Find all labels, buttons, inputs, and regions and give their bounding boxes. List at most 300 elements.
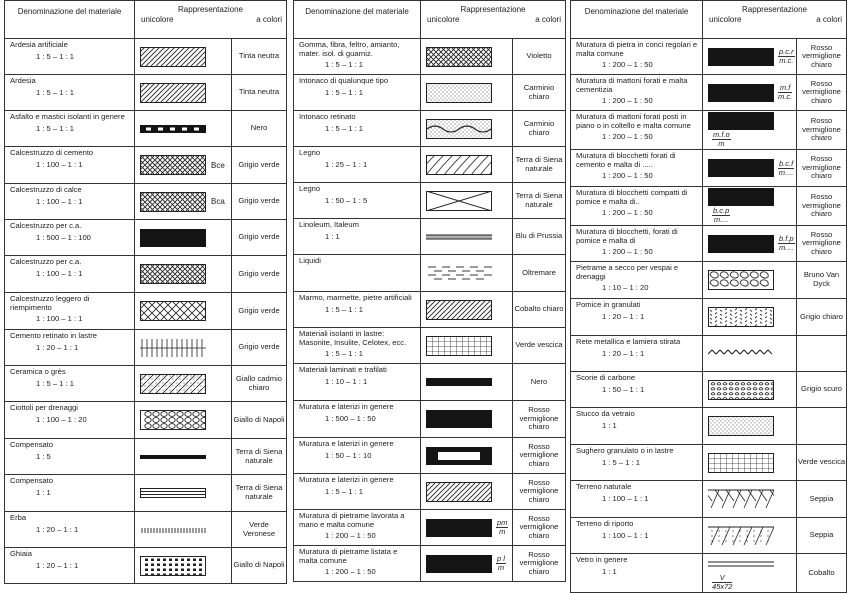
- symbol-numerator: p l: [497, 554, 505, 563]
- table-row: [294, 328, 566, 364]
- material-name: Calcestruzzo leggero di riempimento: [10, 294, 90, 312]
- material-scale: 1 : 5: [36, 451, 51, 461]
- liquid-pattern-swatch: [426, 263, 492, 283]
- material-name: Calcestruzzo per c.a.: [10, 221, 82, 230]
- material-scale: 1 : 20 – 1 : 1: [36, 342, 79, 352]
- table-header: [294, 1, 566, 39]
- material-scale: 1 : 200 – 1 : 50: [602, 96, 653, 106]
- grass-pattern-swatch: [140, 520, 206, 540]
- table-row: [5, 366, 287, 402]
- material-cell: [5, 293, 135, 330]
- vlines-pattern-swatch: [140, 338, 206, 358]
- symbol-numerator: pm: [497, 518, 508, 527]
- single-color-representation: [135, 184, 232, 220]
- material-cell: [5, 220, 135, 256]
- table-row: [571, 372, 847, 408]
- material-symbol: [496, 555, 506, 572]
- symbol-denominator: m.c.: [778, 92, 793, 101]
- material-cell: [294, 401, 421, 438]
- material-name: Erba: [10, 513, 27, 522]
- table-row: [294, 438, 566, 474]
- material-table-2: [293, 0, 566, 582]
- material-name: Ardesia artificiale: [10, 40, 68, 49]
- fill-pattern-swatch: [708, 526, 774, 546]
- material-scale: 1 : 20 – 1 : 1: [36, 560, 79, 570]
- symbol-numerator: p.c.r: [779, 47, 794, 56]
- color-name: Grigio verde: [232, 256, 287, 293]
- material-scale: 1 : 5 – 1 : 1: [36, 378, 74, 388]
- material-scale: 1 : 50 – 1 : 5: [325, 195, 368, 205]
- material-name: Ceramica o grès: [10, 367, 66, 376]
- material-name: Ghiaia: [10, 549, 32, 558]
- crosswide-pattern-swatch: [140, 301, 206, 321]
- table-row: [571, 262, 847, 299]
- material-scale: 1 : 5 – 1 : 1: [325, 304, 363, 314]
- single-color-representation: [135, 75, 232, 111]
- material-scale: 1 : 1: [602, 566, 617, 576]
- single-color-representation: [135, 512, 232, 548]
- material-cell: [571, 445, 703, 481]
- material-cell: [571, 226, 703, 262]
- material-scale: 1 : 50 – 1 : 10: [325, 450, 372, 460]
- single-color-representation: [135, 475, 232, 512]
- table-row: [294, 510, 566, 546]
- material-symbol: [778, 84, 792, 101]
- single-color-representation: [703, 408, 797, 445]
- solid-pattern-swatch: [708, 47, 774, 67]
- material-name: Ciottoli per drenaggi: [10, 403, 78, 412]
- table-row: [294, 474, 566, 510]
- material-scale: 1 : 500 – 1 : 50: [325, 413, 376, 423]
- single-color-representation: [135, 111, 232, 147]
- single-color-representation: [421, 292, 513, 328]
- material-name: Legno: [299, 148, 321, 157]
- header-colored: a colori: [535, 15, 561, 24]
- material-cell: [5, 330, 135, 366]
- material-cell: [5, 475, 135, 512]
- material-name: Sughero granulato o in lastre: [576, 446, 674, 455]
- table-body: [5, 39, 287, 584]
- color-name: Rosso vermiglione chiaro: [513, 510, 566, 546]
- header-material: Denominazione del materiale: [5, 1, 135, 39]
- single-color-representation: [421, 474, 513, 510]
- solid-pattern-swatch: [708, 187, 774, 207]
- table-row: [294, 292, 566, 328]
- single-color-representation: [135, 366, 232, 402]
- material-scale: 1 : 5 – 1 : 1: [325, 123, 363, 133]
- color-name: Carminio chiaro: [513, 75, 566, 111]
- solid-pattern-swatch: [708, 83, 774, 103]
- table-row: [294, 39, 566, 75]
- material-table-3: [570, 0, 847, 593]
- material-scale: 1 : 200 – 1 : 50: [325, 567, 376, 577]
- material-cell: [571, 554, 703, 593]
- single-color-representation: [703, 187, 797, 226]
- material-cell: [571, 518, 703, 554]
- color-name: Carminio chiaro: [513, 111, 566, 147]
- material-cell: [294, 474, 421, 510]
- material-scale: 1 : 200 – 1 : 50: [602, 60, 653, 70]
- single-color-representation: [135, 293, 232, 330]
- header-material: Denominazione del materiale: [571, 1, 703, 39]
- material-name: Terreno di riporto: [576, 519, 634, 528]
- color-name: Cobalto chiaro: [513, 292, 566, 328]
- color-name: Rosso vermiglione chiaro: [797, 75, 847, 111]
- color-name: Terra di Siena naturale: [232, 475, 287, 512]
- soil-pattern-swatch: [708, 489, 774, 509]
- symbol-denominator: m....: [713, 215, 729, 225]
- material-cell: [5, 439, 135, 475]
- material-name: Compensato: [10, 440, 54, 449]
- material-cell: [571, 75, 703, 111]
- color-name: Grigio chiaro: [797, 299, 847, 336]
- single-color-representation: [703, 262, 797, 299]
- material-name: Muratura e laterizi in genere: [299, 439, 394, 448]
- material-scale: 1 : 5 – 1 : 1: [36, 123, 74, 133]
- color-name: Grigio verde: [232, 220, 287, 256]
- material-cell: [571, 372, 703, 408]
- single-color-representation: [703, 554, 797, 593]
- material-name: Ardesia: [10, 76, 36, 85]
- single-color-representation: [135, 548, 232, 584]
- single-color-representation: [421, 328, 513, 364]
- material-cell: [294, 328, 421, 364]
- material-scale: 1 : 5 – 1 : 1: [325, 60, 363, 70]
- color-name: Giallo cadmio chiaro: [232, 366, 287, 402]
- material-name: Gomma, fibra, feltro, amianto, mater. isol. di guarniz.: [299, 40, 400, 58]
- symbol-denominator: m: [499, 527, 506, 536]
- table-row: [294, 75, 566, 111]
- material-name: Compensato: [10, 476, 54, 485]
- color-name: Rosso vermiglione chiaro: [797, 150, 847, 187]
- material-scale: 1 : 20 – 1 : 1: [602, 348, 645, 358]
- table-row: [571, 150, 847, 187]
- material-scale: 1 : 20 – 1 : 1: [602, 311, 645, 321]
- single-color-representation: [421, 39, 513, 75]
- wood-pattern-swatch: [426, 155, 492, 175]
- table-row: [571, 408, 847, 445]
- material-scale: 1 : 50 – 1 : 1: [602, 384, 645, 394]
- material-cell: [294, 147, 421, 183]
- table-row: [5, 293, 287, 330]
- symbol-numerator: m.f: [779, 83, 791, 92]
- solid-pattern-swatch: [708, 111, 774, 131]
- color-name: Verde vescica: [513, 328, 566, 364]
- material-name: Materiali isolanti in lastre: Masonite, Insulite, Celotex, ecc.: [299, 329, 407, 347]
- material-name: Cemento retinato in lastre: [10, 331, 97, 340]
- material-name: Muratura e laterizi in genere: [299, 402, 394, 411]
- material-symbol: [712, 207, 730, 224]
- pumice-pattern-swatch: [708, 307, 774, 327]
- symbol-numerator: b.f.p: [779, 234, 794, 243]
- header-representation-label: Rappresentazione: [178, 5, 243, 14]
- material-scale: 1 : 10 – 1 : 20: [602, 283, 649, 293]
- material-cell: [294, 546, 421, 582]
- material-cell: [294, 364, 421, 401]
- single-color-representation: [421, 147, 513, 183]
- color-name: Terra di Siena naturale: [513, 147, 566, 183]
- single-color-representation: [703, 111, 797, 150]
- material-name: Linoleum, Italeum: [299, 220, 359, 229]
- color-name: Tinta neutra: [232, 75, 287, 111]
- material-name: Pomice in granulati: [576, 300, 641, 309]
- material-scale: 1 : 100 – 1 : 1: [36, 196, 83, 206]
- material-scale: 1 : 5 – 1 : 1: [36, 87, 74, 97]
- header-material: Denominazione del materiale: [294, 1, 421, 39]
- solid-pattern-swatch: [426, 554, 492, 574]
- material-scale: 1 : 100 – 1 : 1: [36, 268, 83, 278]
- table-body: [571, 39, 847, 593]
- header-single-color: unicolore: [141, 15, 174, 24]
- color-name: Grigio verde: [232, 330, 287, 366]
- material-scale: 1 : 100 – 1 : 1: [602, 530, 649, 540]
- material-cell: [294, 75, 421, 111]
- material-cell: [294, 292, 421, 328]
- color-name: Tinta neutra: [232, 39, 287, 75]
- single-color-representation: [421, 75, 513, 111]
- single-color-representation: [703, 336, 797, 372]
- table-header: [5, 1, 287, 39]
- hatch-pattern-swatch: [426, 482, 492, 502]
- hatch-pattern-swatch: [140, 47, 206, 67]
- material-scale: 1 : 20 – 1 : 1: [36, 524, 79, 534]
- solid-pattern-swatch: [426, 518, 492, 538]
- header-representation: [703, 1, 847, 39]
- solid-pattern-swatch: [140, 228, 206, 248]
- material-cell: [5, 147, 135, 184]
- material-cell: [294, 219, 421, 255]
- single-color-representation: [135, 402, 232, 439]
- color-name: Bruno Van Dyck: [797, 262, 847, 299]
- single-color-representation: [703, 39, 797, 75]
- table-row: [571, 554, 847, 593]
- material-symbol: [778, 48, 795, 65]
- single-color-representation: [703, 481, 797, 518]
- material-symbol: [778, 235, 795, 252]
- grid-pattern-swatch: [708, 453, 774, 473]
- single-color-representation: [421, 364, 513, 401]
- single-color-representation: [135, 147, 232, 184]
- material-name: Vetro in genere: [576, 555, 628, 564]
- single-color-representation: [421, 219, 513, 255]
- symbol-numerator: m.f.o: [713, 130, 730, 140]
- hatchdot-pattern-swatch: [140, 374, 206, 394]
- material-scale: 1 : 200 – 1 : 50: [602, 132, 653, 142]
- color-name: Rosso vermiglione chiaro: [797, 39, 847, 75]
- table-row: [5, 330, 287, 366]
- table-row: [5, 512, 287, 548]
- color-name: Rosso vermiglione chiaro: [797, 111, 847, 150]
- material-cell: [5, 75, 135, 111]
- crosshatch-pattern-swatch: [426, 47, 492, 67]
- table-row: [5, 402, 287, 439]
- single-color-representation: [135, 220, 232, 256]
- material-scale: 1 : 1: [602, 420, 617, 430]
- material-name: Calcestruzzo di cemento: [10, 148, 94, 157]
- material-code: Bca: [211, 197, 225, 206]
- material-scale: 1 : 5 – 1 : 1: [602, 457, 640, 467]
- symbol-denominator: m: [718, 139, 725, 149]
- material-name: Muratura e laterizi in genere: [299, 475, 394, 484]
- header-representation: [421, 1, 566, 39]
- material-cell: [294, 438, 421, 474]
- material-name: Asfalto e mastici isolanti in genere: [10, 112, 125, 121]
- table-row: [294, 219, 566, 255]
- lino-pattern-swatch: [426, 227, 492, 247]
- material-name: Intonaco di qualunque tipo: [299, 76, 389, 85]
- material-scale: 1 : 100 – 1 : 1: [36, 314, 83, 324]
- symbol-numerator: b.c.f: [779, 158, 794, 168]
- material-cell: [5, 39, 135, 75]
- single-color-representation: [703, 518, 797, 554]
- plybar-pattern-swatch: [140, 483, 206, 503]
- solid-pattern-swatch: [708, 234, 774, 254]
- grid-pattern-swatch: [426, 336, 492, 356]
- color-name: Giallo di Napoli: [232, 548, 287, 584]
- color-name: Cobalto: [797, 554, 847, 593]
- single-color-representation: [421, 183, 513, 219]
- single-color-representation: [421, 438, 513, 474]
- thickbar-pattern-swatch: [426, 372, 492, 392]
- material-cell: [5, 111, 135, 147]
- color-name: Rosso vermiglione chiaro: [513, 474, 566, 510]
- material-name: Marmo, marmette, pietre artificiali: [299, 293, 412, 302]
- hollow-pattern-swatch: [426, 446, 492, 466]
- table-row: [5, 220, 287, 256]
- table-body: [294, 39, 566, 582]
- stones-pattern-swatch: [708, 270, 774, 290]
- material-cell: [294, 39, 421, 75]
- wavedots-pattern-swatch: [426, 119, 492, 139]
- crosshatch-pattern-swatch: [140, 264, 206, 284]
- material-cell: [571, 408, 703, 445]
- dots-pattern-swatch: [426, 83, 492, 103]
- color-name: Grigio verde: [232, 184, 287, 220]
- material-cell: [571, 39, 703, 75]
- xbox-pattern-swatch: [426, 191, 492, 211]
- symbol-numerator: b.c.p: [713, 206, 730, 216]
- single-color-representation: [703, 445, 797, 481]
- table-row: [294, 546, 566, 582]
- material-name: Muratura di blocchetti forati di cemento e malta di .....: [576, 151, 676, 169]
- symbol-denominator: m....: [778, 167, 794, 177]
- material-cell: [571, 299, 703, 336]
- table-row: [294, 111, 566, 147]
- material-scale: 1 : 200 – 1 : 50: [602, 171, 653, 181]
- material-name: Calcestruzzo di calce: [10, 185, 82, 194]
- crosshatch-pattern-swatch: [140, 155, 206, 175]
- material-symbol: [712, 574, 732, 591]
- material-name: Materiali laminati e trafilati: [299, 365, 387, 374]
- color-name: Seppia: [797, 518, 847, 554]
- single-color-representation: [703, 299, 797, 336]
- material-name: Rete metallica e lamiera stirata: [576, 337, 681, 346]
- material-scale: 1 : 100 – 1 : 1: [36, 159, 83, 169]
- material-cell: [571, 481, 703, 518]
- material-cell: [571, 336, 703, 372]
- color-name: Rosso vermiglione chiaro: [513, 546, 566, 582]
- header-representation-label: Rappresentazione: [742, 5, 807, 14]
- symbol-denominator: m....: [779, 243, 794, 252]
- table-row: [5, 256, 287, 293]
- material-cell: [5, 512, 135, 548]
- color-name: Violetto: [513, 39, 566, 75]
- material-name: Muratura di blocchetti compatti di pomice e malta di..: [576, 188, 688, 206]
- table-row: [5, 75, 287, 111]
- material-cell: [5, 184, 135, 220]
- table-row: [571, 75, 847, 111]
- hatch-pattern-swatch: [426, 300, 492, 320]
- single-color-representation: [703, 150, 797, 187]
- table-row: [571, 39, 847, 75]
- material-scale: 1 : 500 – 1 : 100: [36, 232, 91, 242]
- color-name: Rosso vermiglione chiaro: [513, 438, 566, 474]
- material-symbol: [712, 131, 731, 148]
- material-cell: [5, 402, 135, 439]
- material-cell: [571, 187, 703, 226]
- header-colored: a colori: [816, 15, 842, 24]
- material-scale: 1 : 100 – 1 : 1: [602, 493, 649, 503]
- table-row: [5, 439, 287, 475]
- slag-pattern-swatch: [708, 380, 774, 400]
- material-name: Legno: [299, 184, 321, 193]
- table-row: [5, 184, 287, 220]
- color-name: Rosso vermiglione chiaro: [797, 226, 847, 262]
- material-cell: [571, 111, 703, 150]
- color-name: Grigio verde: [232, 147, 287, 184]
- material-scale: 1 : 10 – 1 : 1: [325, 376, 368, 386]
- single-color-representation: [421, 255, 513, 292]
- single-color-representation: [135, 439, 232, 475]
- color-name: Terra di Siena naturale: [232, 439, 287, 475]
- table-row: [5, 548, 287, 584]
- material-cell: [294, 111, 421, 147]
- material-name: Calcestruzzo per c.a.: [10, 257, 82, 266]
- table-row: [571, 226, 847, 262]
- table-row: [571, 518, 847, 554]
- material-name: Muratura di pietrame lavorata a mano e malta comune: [299, 511, 405, 529]
- material-cell: [5, 548, 135, 584]
- table-row: [294, 183, 566, 219]
- material-symbol: [496, 519, 508, 536]
- single-color-representation: [421, 111, 513, 147]
- color-name: Grigio scuro: [797, 372, 847, 408]
- table-row: [5, 39, 287, 75]
- material-name: Muratura di mattoni forati posti in piano o in coltello e malta comune: [576, 112, 691, 130]
- table-row: [571, 481, 847, 518]
- table-row: [5, 475, 287, 512]
- color-name: Nero: [232, 111, 287, 147]
- single-color-representation: [421, 510, 513, 546]
- color-name: [797, 408, 847, 445]
- table-row: [294, 147, 566, 183]
- header-single-color: unicolore: [709, 15, 742, 24]
- symbol-numerator: V: [712, 574, 732, 583]
- color-name: Grigio verde: [232, 293, 287, 330]
- gravel-pattern-swatch: [140, 556, 206, 576]
- wire-pattern-swatch: [708, 344, 774, 364]
- header-colored: a colori: [256, 15, 282, 24]
- material-scale: 1 : 200 – 1 : 50: [325, 531, 376, 541]
- table-header: [571, 1, 847, 39]
- pebbles-pattern-swatch: [140, 410, 206, 430]
- single-color-representation: [135, 256, 232, 293]
- material-cell: [294, 183, 421, 219]
- header-representation-label: Rappresentazione: [460, 5, 526, 14]
- material-symbol: [778, 160, 794, 177]
- material-scale: 1 : 100 – 1 : 20: [36, 414, 87, 424]
- material-code: Bce: [211, 160, 225, 170]
